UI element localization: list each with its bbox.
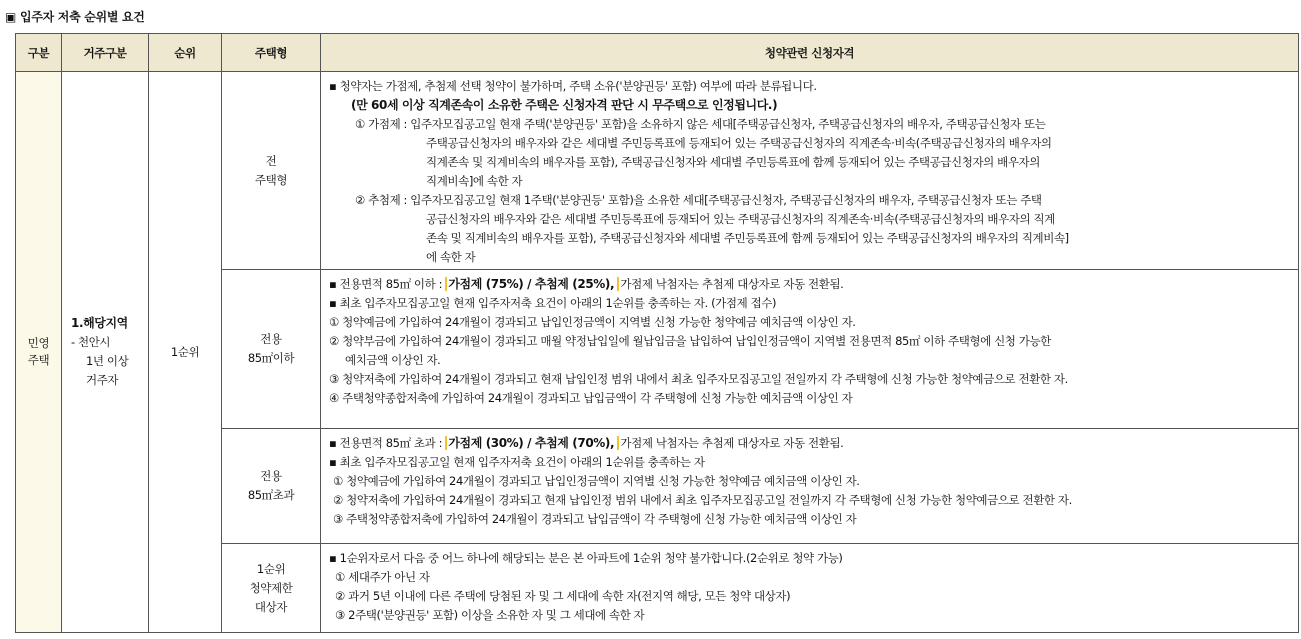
- content-line: 예치금액 이상인 자.: [345, 353, 441, 367]
- qualification-cell: [321, 270, 1299, 429]
- qualification-cell: [321, 429, 1299, 544]
- content-line: ② 과거 5년 이내에 다른 주택에 당첨된 자 및 그 세대에 속한 자(전지역 해당, 모든 청약 대상자): [335, 589, 791, 603]
- content-line: 직계존속 및 직계비속의 배우자를 포함), 주택공급신청자와 세대별 주민등록표에 함께 등재되어 있는 주택공급신청자의 배우자의: [426, 155, 1040, 169]
- content-line: ② 청약저축에 가입하여 24개월이 경과되고 현재 납입인정 범위 내에서 최초 입주자모집공고일 전일까지 각 주택형에 신청 가능한 청약예금으로 전환한 자.: [333, 493, 1072, 507]
- content-line: (만 60세 이상 직계존속이 소유한 주택은 신청자격 판단 시 무주택으로 인정됩니다.): [351, 98, 778, 112]
- content-line: ③ 주택청약종합저축에 가입하여 24개월이 경과되고 납입금액이 각 주택형에 신청 가능한 예치금액 이상인 자: [333, 512, 857, 526]
- housing-type-cell: [222, 270, 321, 429]
- content-line: ▪ 청약자는 가점제, 추첨제 선택 청약이 불가하며, 주택 소유('분양권등' 포함) 여부에 따라 분류됩니다.: [329, 79, 817, 93]
- lead-tail-text: 가점제 낙첨자는 추첨제 대상자로 자동 전환됨.: [617, 277, 843, 291]
- header-housing-type: 주택형: [222, 34, 321, 72]
- header-rank: 순위: [149, 34, 222, 72]
- header-category: 구분: [16, 34, 62, 72]
- content-line: ③ 청약저축에 가입하여 24개월이 경과되고 현재 납입인정 범위 내에서 최초 입주자모집공고일 전일까지 각 주택형에 신청 가능한 청약예금으로 전환한 자.: [329, 372, 1068, 386]
- region-sub: - 천안시: [71, 335, 111, 349]
- content-line: ③ 2주택('분양권등' 포함) 이상을 소유한 자 및 그 세대에 속한 자: [335, 608, 645, 622]
- region-cell: [62, 72, 149, 633]
- content-line: ② 추첨제 : 입주자모집공고일 현재 1주택('분양권등' 포함)을 소유한 세대[주택공급신청자, 주택공급신청자의 배우자, 주택공급신청자 또는 주택: [355, 193, 1042, 207]
- header-residence: 거주구분: [62, 34, 149, 72]
- content-line: ① 가점제 : 입주자모집공고일 현재 주택('분양권등' 포함)을 소유하지 않은 세대[주택공급신청자, 주택공급신청자의 배우자, 주택공급신청자 또는: [355, 117, 1046, 131]
- region-sub: 1년 이상: [86, 354, 129, 368]
- category-line: 민영: [27, 336, 50, 350]
- category-cell: [16, 72, 62, 633]
- content-line: 주택공급신청자의 배우자와 같은 세대별 주민등록표에 등재되어 있는 주택공급신청자의 직계존속·비속(주택공급신청자의 배우자의: [426, 136, 1052, 150]
- eligibility-table: [15, 33, 1299, 633]
- content-line: 존속 및 직계비속의 배우자를 포함), 주택공급신청자와 세대별 주민등록표에 함께 등재되어 있는 주택공급신청자의 배우자의 직계비속]: [426, 231, 1069, 245]
- lead-text: ▪ 전용면적 85㎡ 이하 :: [329, 277, 446, 291]
- housing-type-line: 대상자: [254, 599, 288, 614]
- housing-type-cell: [222, 429, 321, 544]
- content-line: ▪ 최초 입주자모집공고일 현재 입주자저축 요건이 아래의 1순위를 충족하는 자: [329, 455, 705, 469]
- section-title: [5, 8, 145, 25]
- content-line: ① 청약예금에 가입하여 24개월이 경과되고 납입인정금액이 지역별 신청 가능한 청약예금 예치금액 이상인 자.: [329, 315, 856, 329]
- content-line: ▪ 1순위자로서 다음 중 어느 하나에 해당되는 분은 본 아파트에 1순위 청약 불가합니다.(2순위로 청약 가능): [329, 551, 843, 565]
- table-row: [16, 72, 1299, 270]
- housing-type-line: 전: [265, 153, 277, 168]
- region-name: 1.해당지역: [71, 316, 128, 330]
- ratio-text: 가점제 (30%) / 추첨제 (70%),: [445, 436, 614, 450]
- housing-type-line: 85㎡초과: [247, 488, 295, 502]
- content-line: ① 청약예금에 가입하여 24개월이 경과되고 납입인정금액이 지역별 신청 가능한 청약예금 예치금액 이상인 자.: [333, 474, 860, 488]
- region-sub: 거주자: [86, 373, 119, 387]
- housing-type-cell: [222, 544, 321, 633]
- content-line: ▪ 최초 입주자모집공고일 현재 입주자저축 요건이 아래의 1순위를 충족하는 자. (가점제 접수): [329, 296, 777, 310]
- content-line: 직계비속]에 속한 자: [426, 174, 523, 188]
- housing-type-line: 청약제한: [249, 580, 293, 595]
- title-marker: ▣: [5, 10, 17, 24]
- housing-type-line: 1순위: [256, 561, 286, 576]
- content-line: ② 청약부금에 가입하여 24개월이 경과되고 매월 약정납입일에 월납입금을 납입하여 납입인정금액이 지역별 전용면적 85㎡ 이하 주택형에 신청 가능한: [329, 334, 1051, 348]
- rank-cell: 1순위: [149, 72, 222, 633]
- content-line: 공급신청자의 배우자와 같은 세대별 주민등록표에 등재되어 있는 주택공급신청자의 직계존속·비속(주택공급신청자의 배우자의 직계: [426, 212, 1055, 226]
- housing-type-line: 전용: [260, 332, 282, 346]
- content-line: ④ 주택청약종합저축에 가입하여 24개월이 경과되고 납입금액이 각 주택형에 신청 가능한 예치금액 이상인 자: [329, 391, 853, 405]
- title-text: 입주자 저축 순위별 요건: [20, 10, 145, 24]
- housing-type-line: 전용: [260, 469, 282, 483]
- content-line: [329, 434, 1292, 453]
- lead-tail-text: 가점제 낙첨자는 추첨제 대상자로 자동 전환됨.: [617, 436, 843, 450]
- lead-text: ▪ 전용면적 85㎡ 초과 :: [329, 436, 446, 450]
- ratio-text: 가점제 (75%) / 추첨제 (25%),: [445, 277, 614, 291]
- housing-type-line: 85㎡이하: [247, 351, 295, 365]
- content-line: ① 세대주가 아닌 자: [335, 570, 430, 584]
- housing-type-line: 주택형: [254, 172, 288, 187]
- qualification-cell: [321, 544, 1299, 633]
- content-line: [329, 275, 1292, 294]
- qualification-cell: [321, 72, 1299, 270]
- header-qualification: 청약관련 신청자격: [321, 34, 1299, 72]
- content-line: 에 속한 자: [426, 250, 476, 264]
- header-row: [16, 34, 1299, 72]
- category-line: 주택: [27, 353, 50, 367]
- housing-type-cell: [222, 72, 321, 270]
